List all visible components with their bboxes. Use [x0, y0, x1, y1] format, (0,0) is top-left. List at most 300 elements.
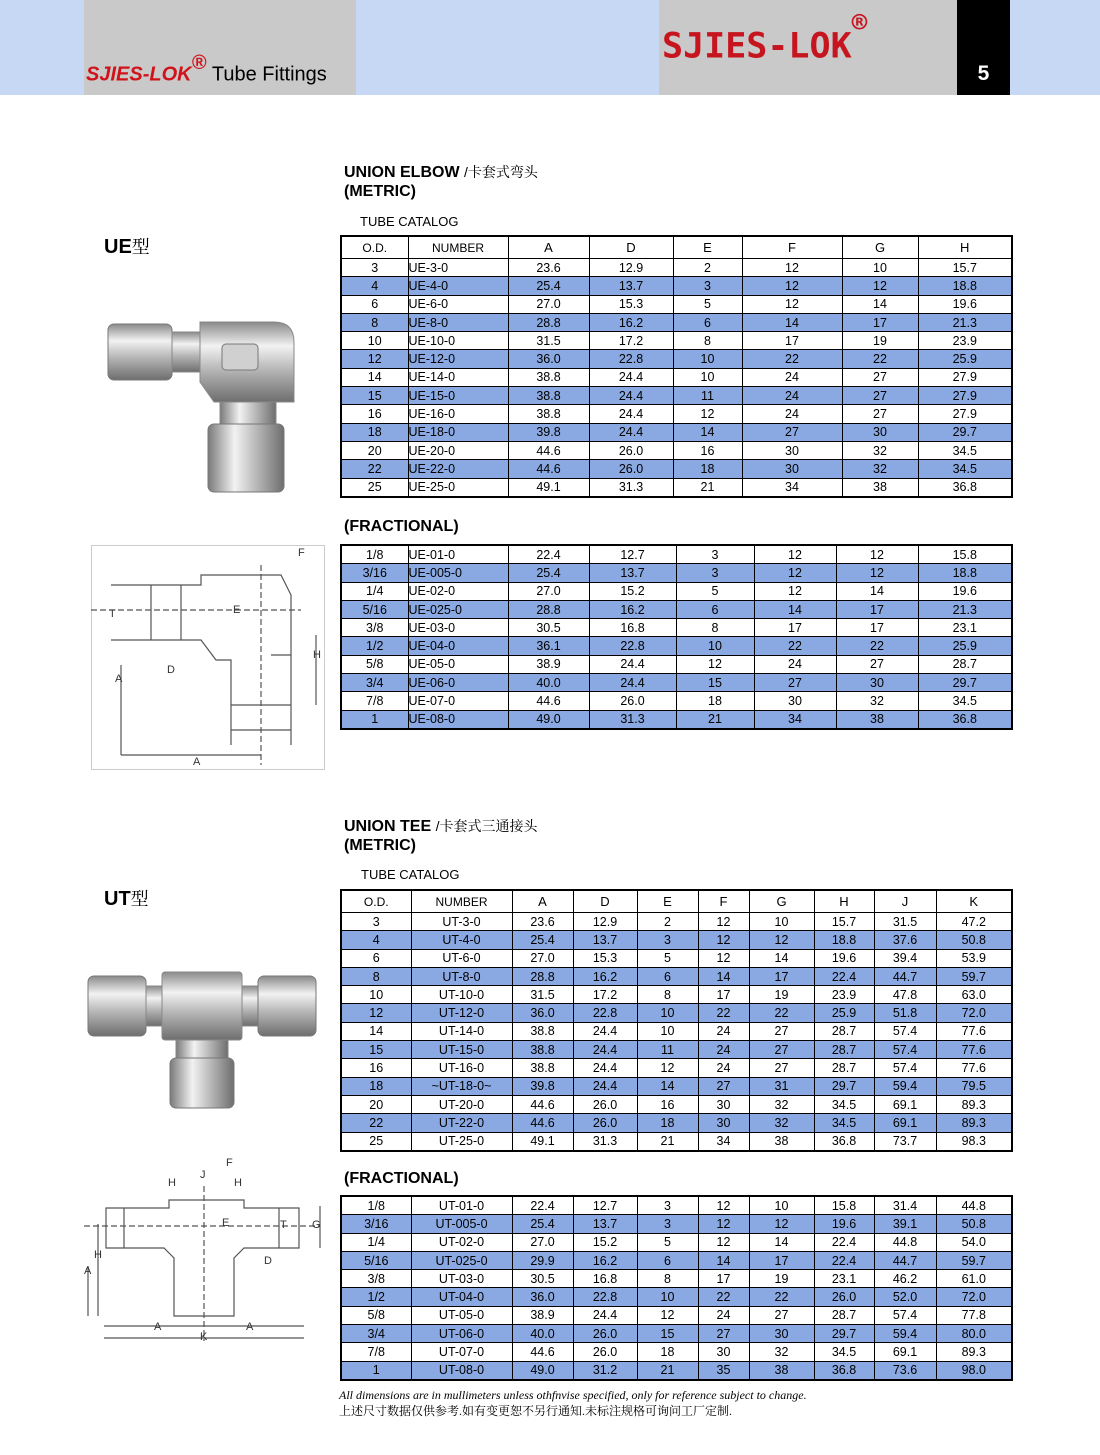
table-row: [341, 1215, 1012, 1233]
brand-right-text: SJIES-LOK: [662, 26, 852, 67]
table-cell: 77.6: [936, 1041, 1012, 1059]
table-cell: 38: [749, 1132, 814, 1151]
table-cell: 57.4: [874, 1306, 936, 1324]
column-header: H: [814, 890, 874, 913]
table-cell: 17.2: [573, 986, 637, 1004]
ue-drawing-label-a2: A: [193, 756, 201, 768]
table-cell: 27: [749, 1306, 814, 1324]
table-cell: 46.2: [874, 1270, 936, 1288]
table-cell: 23.6: [512, 913, 573, 931]
table-cell: 14: [341, 1022, 411, 1040]
table-cell: 19: [842, 332, 918, 350]
table-cell: 36.8: [814, 1132, 874, 1151]
table-cell: 69.1: [874, 1095, 936, 1113]
table-cell: 30: [754, 692, 836, 710]
table-cell: 21: [637, 1132, 698, 1151]
union-elbow-fractional-table: [340, 544, 1013, 730]
table-cell: 38: [749, 1361, 814, 1380]
ue-drawing-label-e: E: [233, 604, 241, 616]
table-cell: 15.3: [589, 295, 673, 313]
table-cell: 72.0: [936, 1004, 1012, 1022]
table-row: [341, 313, 1012, 331]
table-row: [341, 637, 1012, 655]
union-elbow-fractional-label: (FRACTIONAL): [344, 518, 459, 535]
column-header: E: [637, 890, 698, 913]
table-cell: 30: [698, 1343, 749, 1361]
table-cell: 4: [341, 931, 411, 949]
table-cell: 14: [749, 949, 814, 967]
table-cell: 27.9: [918, 387, 1012, 405]
table-cell: 10: [341, 332, 408, 350]
table-cell: 18.8: [814, 931, 874, 949]
table-cell: 15.8: [814, 1196, 874, 1215]
table-cell: UT-22-0: [411, 1114, 512, 1132]
ue-drawing-label-a: A: [115, 673, 123, 685]
table-cell: 11: [673, 387, 742, 405]
column-header: F: [698, 890, 749, 913]
table-cell: 13.7: [589, 277, 673, 295]
table-cell: 21: [676, 710, 754, 729]
table-cell: 5/8: [341, 1306, 411, 1324]
table-cell: UE-14-0: [408, 368, 508, 386]
table-cell: 32: [842, 441, 918, 459]
table-cell: 19.6: [918, 295, 1012, 313]
table-cell: 3/8: [341, 1270, 411, 1288]
table-cell: 10: [637, 1004, 698, 1022]
table-cell: 16.2: [573, 1251, 637, 1269]
table-cell: 39.1: [874, 1215, 936, 1233]
table-cell: 22.4: [814, 967, 874, 985]
table-cell: 79.5: [936, 1077, 1012, 1095]
table-cell: 49.0: [512, 1361, 573, 1380]
table-cell: 17: [749, 967, 814, 985]
table-cell: 38.8: [512, 1059, 573, 1077]
table-cell: UT-04-0: [411, 1288, 512, 1306]
table-cell: 59.7: [936, 967, 1012, 985]
table-cell: 27: [842, 368, 918, 386]
table-cell: 30.5: [512, 1270, 573, 1288]
table-cell: 72.0: [936, 1288, 1012, 1306]
table-cell: 27.0: [512, 949, 573, 967]
table-cell: 34.5: [814, 1114, 874, 1132]
column-header: D: [573, 890, 637, 913]
table-cell: 50.8: [936, 1215, 1012, 1233]
table-cell: 12: [341, 1004, 411, 1022]
table-cell: 14: [754, 600, 836, 618]
union-elbow-drawing: [91, 545, 325, 770]
table-cell: 12: [842, 277, 918, 295]
ut-drawing-label-g: G: [312, 1219, 321, 1231]
table-cell: 12: [754, 582, 836, 600]
table-cell: 17: [754, 619, 836, 637]
table-cell: 36.0: [508, 350, 589, 368]
table-cell: 1/4: [341, 1233, 411, 1251]
table-cell: 12.7: [573, 1196, 637, 1215]
table-cell: 44.7: [874, 967, 936, 985]
table-cell: 18.8: [918, 564, 1012, 582]
table-cell: 6: [341, 949, 411, 967]
table-cell: UT-12-0: [411, 1004, 512, 1022]
table-cell: 29.7: [918, 423, 1012, 441]
table-cell: UE-20-0: [408, 441, 508, 459]
table-cell: UT-6-0: [411, 949, 512, 967]
table-row: [341, 1343, 1012, 1361]
column-header: O.D.: [341, 236, 408, 259]
table-cell: 23.9: [814, 986, 874, 1004]
table-cell: UE-6-0: [408, 295, 508, 313]
table-cell: 80.0: [936, 1325, 1012, 1343]
brand-right: [662, 8, 868, 67]
union-tee-drawing: [84, 1156, 324, 1346]
table-cell: 12: [698, 931, 749, 949]
union-elbow-metric-label: (METRIC): [344, 183, 416, 200]
ut-drawing-label-f: F: [226, 1157, 233, 1169]
table-cell: 34.5: [918, 460, 1012, 478]
table-row: [341, 1114, 1012, 1132]
table-cell: 49.1: [512, 1132, 573, 1151]
table-cell: 12: [742, 259, 842, 277]
table-cell: UE-10-0: [408, 332, 508, 350]
table-cell: UE-15-0: [408, 387, 508, 405]
table-cell: 31.5: [508, 332, 589, 350]
table-row: [341, 986, 1012, 1004]
table-cell: 8: [341, 967, 411, 985]
table-cell: 12: [698, 1196, 749, 1215]
table-cell: 12: [673, 405, 742, 423]
ut-drawing-label-d: D: [264, 1255, 272, 1267]
table-cell: 16.2: [589, 600, 676, 618]
table-cell: UT-02-0: [411, 1233, 512, 1251]
table-cell: 12: [676, 655, 754, 673]
table-cell: 3: [637, 931, 698, 949]
table-cell: 57.4: [874, 1059, 936, 1077]
table-row: [341, 655, 1012, 673]
table-row: [341, 582, 1012, 600]
table-cell: 22: [698, 1004, 749, 1022]
table-cell: 77.6: [936, 1059, 1012, 1077]
table-cell: 12: [836, 564, 918, 582]
table-cell: UE-02-0: [408, 582, 508, 600]
table-cell: 3: [637, 1196, 698, 1215]
table-cell: 36.8: [918, 478, 1012, 497]
column-header: H: [918, 236, 1012, 259]
table-cell: 22.4: [512, 1196, 573, 1215]
table-row: [341, 1288, 1012, 1306]
table-cell: 38.8: [508, 387, 589, 405]
table-cell: 17: [749, 1251, 814, 1269]
table-cell: 6: [673, 313, 742, 331]
ut-drawing-label-h1: H: [168, 1177, 176, 1189]
table-cell: 1: [341, 710, 408, 729]
ue-type-label: [104, 233, 150, 259]
table-cell: 14: [836, 582, 918, 600]
union-elbow-title-cn: /卡套式弯头: [464, 164, 538, 180]
table-cell: 27: [742, 423, 842, 441]
ut-drawing-label-k: K: [200, 1331, 208, 1343]
table-cell: 24: [754, 655, 836, 673]
table-cell: 24: [742, 405, 842, 423]
ut-drawing-label-a1: A: [84, 1265, 92, 1277]
table-cell: 27.9: [918, 368, 1012, 386]
table-cell: 27: [754, 674, 836, 692]
table-cell: UE-025-0: [408, 600, 508, 618]
table-cell: 3: [676, 564, 754, 582]
table-cell: UT-3-0: [411, 913, 512, 931]
table-cell: 22: [842, 350, 918, 368]
table-cell: 38: [842, 478, 918, 497]
table-cell: 24.4: [589, 674, 676, 692]
table-row: [341, 1095, 1012, 1113]
table-cell: 12.9: [573, 913, 637, 931]
table-cell: 16: [341, 405, 408, 423]
column-header: G: [842, 236, 918, 259]
union-elbow-photo: [104, 312, 300, 498]
table-row: [341, 332, 1012, 350]
column-header: F: [742, 236, 842, 259]
table-cell: 32: [842, 460, 918, 478]
column-header: A: [512, 890, 573, 913]
table-cell: 38.9: [512, 1306, 573, 1324]
table-cell: 17: [698, 986, 749, 1004]
table-cell: UT-06-0: [411, 1325, 512, 1343]
table-cell: 16.8: [573, 1270, 637, 1288]
table-cell: 34.5: [918, 441, 1012, 459]
table-cell: 69.1: [874, 1343, 936, 1361]
union-tee-photo: [84, 968, 324, 1113]
table-cell: 34: [754, 710, 836, 729]
table-cell: 28.8: [508, 313, 589, 331]
table-row: [341, 1325, 1012, 1343]
table-cell: 36.8: [814, 1361, 874, 1380]
table-cell: 29.7: [814, 1077, 874, 1095]
table-cell: 49.1: [508, 478, 589, 497]
table-cell: 31.3: [573, 1132, 637, 1151]
column-header: A: [508, 236, 589, 259]
table-cell: 12: [698, 1233, 749, 1251]
table-cell: 27: [749, 1059, 814, 1077]
table-cell: 7/8: [341, 692, 408, 710]
ue-type-cn: 型: [131, 237, 150, 257]
table-cell: 10: [341, 986, 411, 1004]
table-cell: 47.8: [874, 986, 936, 1004]
table-cell: 24.4: [589, 368, 673, 386]
table-cell: 26.0: [814, 1288, 874, 1306]
table-cell: 10: [842, 259, 918, 277]
table-row: [341, 1022, 1012, 1040]
table-cell: 18.8: [918, 277, 1012, 295]
union-elbow-metric-table: [340, 235, 1013, 498]
table-cell: 24.4: [573, 1077, 637, 1095]
table-cell: 1: [341, 1361, 411, 1380]
table-cell: 25.9: [814, 1004, 874, 1022]
table-cell: 5/16: [341, 1251, 411, 1269]
table-cell: 28.7: [918, 655, 1012, 673]
table-cell: 10: [676, 637, 754, 655]
table-cell: 5: [673, 295, 742, 313]
table-cell: 24.4: [589, 423, 673, 441]
table-cell: 16.8: [589, 619, 676, 637]
table-header-row: [341, 890, 1012, 913]
table-cell: 5: [637, 949, 698, 967]
table-cell: 24.4: [573, 1041, 637, 1059]
table-cell: 59.4: [874, 1077, 936, 1095]
table-cell: 34: [742, 478, 842, 497]
table-cell: 22.8: [573, 1288, 637, 1306]
table-cell: 12: [341, 350, 408, 368]
table-cell: 39.8: [512, 1077, 573, 1095]
table-cell: 37.6: [874, 931, 936, 949]
table-cell: 24.4: [589, 405, 673, 423]
table-cell: 44.6: [508, 441, 589, 459]
table-cell: 69.1: [874, 1114, 936, 1132]
table-cell: 44.6: [512, 1095, 573, 1113]
table-cell: 13.7: [573, 1215, 637, 1233]
table-row: [341, 405, 1012, 423]
table-cell: 27: [842, 387, 918, 405]
table-cell: 25.9: [918, 637, 1012, 655]
table-cell: 16: [673, 441, 742, 459]
union-tee-metric-label: (METRIC): [344, 837, 416, 854]
table-cell: 14: [341, 368, 408, 386]
table-cell: 25.4: [508, 277, 589, 295]
ue-drawing-label-f: F: [298, 547, 305, 559]
table-row: [341, 1004, 1012, 1022]
table-cell: 22.4: [814, 1251, 874, 1269]
table-cell: 31.5: [874, 913, 936, 931]
table-cell: 12: [698, 913, 749, 931]
table-cell: 30: [836, 674, 918, 692]
union-elbow-title-en: UNION ELBOW: [344, 164, 460, 181]
table-cell: 35: [698, 1361, 749, 1380]
table-cell: UT-08-0: [411, 1361, 512, 1380]
table-cell: 23.1: [814, 1270, 874, 1288]
table-cell: 25: [341, 478, 408, 497]
table-cell: 3: [341, 259, 408, 277]
table-row: [341, 423, 1012, 441]
table-cell: 29.7: [918, 674, 1012, 692]
table-cell: 36.0: [512, 1004, 573, 1022]
table-cell: 28.7: [814, 1306, 874, 1324]
table-cell: 98.0: [936, 1361, 1012, 1380]
table-cell: 22: [742, 350, 842, 368]
table-cell: 24: [742, 368, 842, 386]
table-cell: 24.4: [589, 387, 673, 405]
table-cell: 3/4: [341, 1325, 411, 1343]
table-cell: 24.4: [589, 655, 676, 673]
table-cell: 1/2: [341, 1288, 411, 1306]
table-cell: 27: [749, 1022, 814, 1040]
table-cell: 22: [749, 1288, 814, 1306]
table-cell: UE-8-0: [408, 313, 508, 331]
column-header: J: [874, 890, 936, 913]
table-cell: 15: [341, 1041, 411, 1059]
table-cell: 18: [673, 460, 742, 478]
table-cell: 15.7: [918, 259, 1012, 277]
table-cell: UE-08-0: [408, 710, 508, 729]
table-cell: 24: [698, 1022, 749, 1040]
table-cell: 17: [836, 619, 918, 637]
table-cell: 18: [637, 1114, 698, 1132]
table-cell: 98.3: [936, 1132, 1012, 1151]
table-cell: 21: [637, 1361, 698, 1380]
table-cell: 2: [637, 913, 698, 931]
table-row: [341, 710, 1012, 729]
table-cell: 25: [341, 1132, 411, 1151]
table-cell: 25.9: [918, 350, 1012, 368]
footer-note-cn: 上述尺寸数据仅供参考.如有变更恕不另行通知.未标注规格可询问工厂定制.: [339, 1404, 733, 1418]
table-cell: 10: [673, 350, 742, 368]
ue-drawing-label-d: D: [167, 664, 175, 676]
table-cell: 77.6: [936, 1022, 1012, 1040]
table-row: [341, 295, 1012, 313]
table-cell: 30: [842, 423, 918, 441]
table-cell: UT-005-0: [411, 1215, 512, 1233]
table-cell: 61.0: [936, 1270, 1012, 1288]
table-row: [341, 692, 1012, 710]
column-header: G: [749, 890, 814, 913]
table-row: [341, 1361, 1012, 1380]
table-cell: 14: [698, 967, 749, 985]
table-row: [341, 1077, 1012, 1095]
table-cell: 38.9: [508, 655, 589, 673]
table-row: [341, 1270, 1012, 1288]
table-cell: 89.3: [936, 1095, 1012, 1113]
table-cell: UE-12-0: [408, 350, 508, 368]
table-row: [341, 913, 1012, 931]
table-cell: 22: [698, 1288, 749, 1306]
table-cell: 10: [673, 368, 742, 386]
ue-drawing-label-h: H: [313, 649, 321, 661]
table-cell: 5: [637, 1233, 698, 1251]
table-cell: 5: [676, 582, 754, 600]
table-cell: 14: [842, 295, 918, 313]
table-cell: 24: [698, 1041, 749, 1059]
table-cell: UT-4-0: [411, 931, 512, 949]
table-cell: 22.8: [573, 1004, 637, 1022]
table-row: [341, 1251, 1012, 1269]
table-cell: 17: [836, 600, 918, 618]
table-cell: 26.0: [573, 1325, 637, 1343]
table-cell: UE-06-0: [408, 674, 508, 692]
table-cell: 32: [749, 1343, 814, 1361]
table-cell: 28.8: [512, 967, 573, 985]
table-row: [341, 1041, 1012, 1059]
table-cell: 28.7: [814, 1041, 874, 1059]
table-row: [341, 387, 1012, 405]
table-cell: 24.4: [573, 1022, 637, 1040]
table-cell: 14: [637, 1077, 698, 1095]
table-cell: 39.4: [874, 949, 936, 967]
table-cell: UE-005-0: [408, 564, 508, 582]
table-cell: 38.8: [512, 1041, 573, 1059]
table-cell: 39.8: [508, 423, 589, 441]
table-cell: 12: [749, 931, 814, 949]
table-row: [341, 460, 1012, 478]
table-cell: 25.4: [508, 564, 589, 582]
union-tee-fractional-label: (FRACTIONAL): [344, 1170, 459, 1187]
table-cell: 22.8: [589, 350, 673, 368]
ut-type-cn: 型: [130, 889, 149, 909]
table-cell: 23.6: [508, 259, 589, 277]
table-cell: 32: [749, 1095, 814, 1113]
table-cell: 57.4: [874, 1041, 936, 1059]
table-cell: 38: [836, 710, 918, 729]
table-cell: 54.0: [936, 1233, 1012, 1251]
column-header: E: [673, 236, 742, 259]
table-cell: 77.8: [936, 1306, 1012, 1324]
table-cell: UE-05-0: [408, 655, 508, 673]
ut-type-code: UT: [104, 888, 131, 910]
